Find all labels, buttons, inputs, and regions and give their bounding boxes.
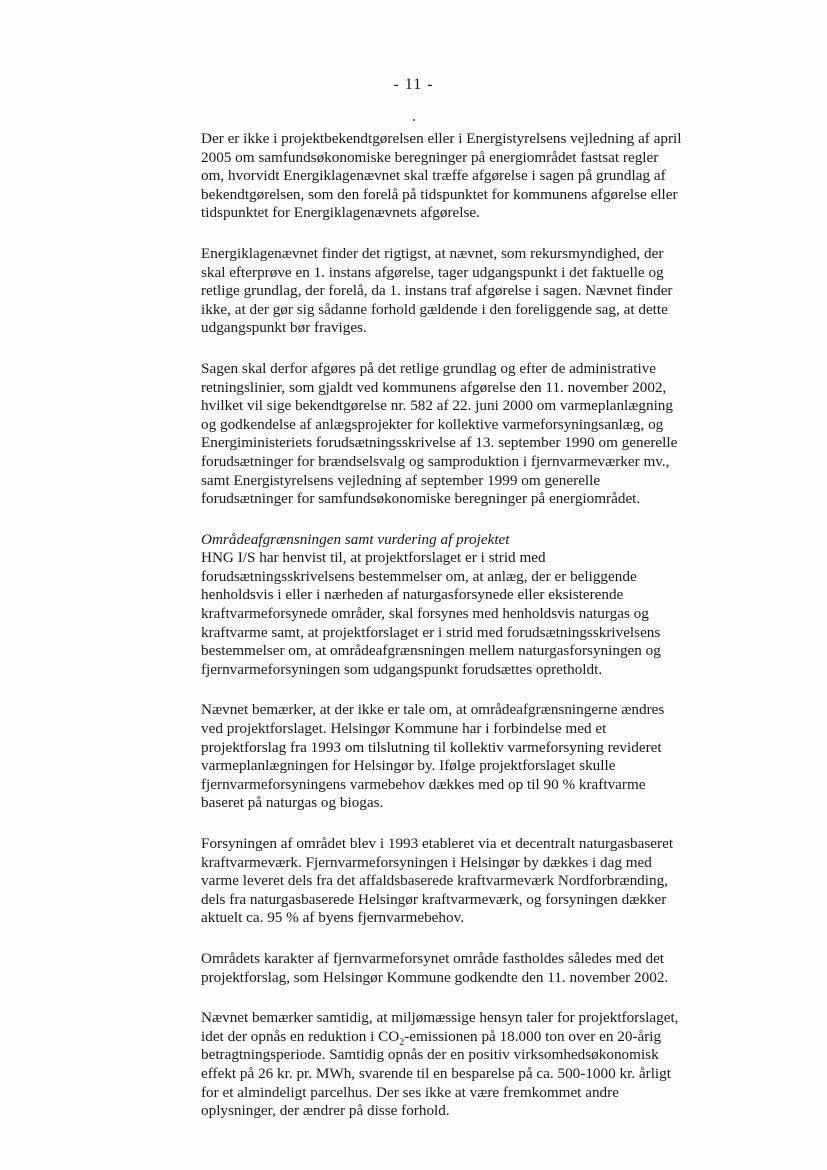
stray-mark [413, 119, 415, 121]
paragraph-8-part-b: -emissionen på 18.000 ton over en 20-årig betragtningsperiode. Samtidig opnås der en positiv virksomhedsøkonomisk effekt på 26 kr. pr. MWh, svarende til en besparelse på ca. 500-1000 kr. årligt for et almindeligt parcelhus. Der ses ikke at være fremkommet andre oplysninger, der ændrer på disse forhold. [201, 1027, 671, 1120]
page-number: - 11 - [393, 76, 434, 93]
paragraph-5: Nævnet bemærker, at der ikke er tale om, at områdeafgrænsningerne ændres ved projektforslaget. Helsingør Kommune har i forbindelse med et projektforslag fra 1993 om tilslutning til kollektiv varmeforsyning revideret varmeplanlægningen for Helsingør by. Ifølge projektforslaget skulle fjernvarmeforsyningens varmebehov dækkes med op til 90 % kraftvarme baseret på naturgas og biogas. [201, 701, 665, 812]
paragraph-3: Sagen skal derfor afgøres på det retlige grundlag og efter de administrative retningslinier, som gjaldt ved kommunens afgørelse den 11. november 2002, hvilket vil sige bekendtgørelse nr. 582 af 22. juni 2000 om varmeplanlægning og godkendelse af anlægsprojekter for kollektive varmeforsyningsanlæg, og Energiministeriets forudsætningsskrivelse af 13. september 1990 om generelle forudsætninger for brændselsvalg og samproduktion i fjernvarmeværker mv., samt Energistyrelsens vejledning af september 1999 om generelle forudsætninger for samfundsøkonomiske beregninger på energiområdet. [201, 359, 678, 508]
paragraph-8-part-a: Nævnet bemærker samtidig, at miljømæssige hensyn taler for projektforslaget, idet der opnås en reduktion i CO [201, 1009, 679, 1045]
body-text [201, 130, 701, 1143]
paragraph-4: HNG I/S har henvist til, at projektforslaget er i strid med forudsætningsskrivelsens bestemmelser om, at anlæg, der er beliggende henholdsvis i eller i nærheden af naturgasforsynede eller eksisterende kraftvarmeforsynede områder, skal forsynes med henholdsvis naturgas og kraftvarme samt, at projektforslaget er i strid med forudsætningsskrivelsens bestemmelser om, at områdeafgrænsningen mellem naturgasforsyningen og fjernvarmeforsyningen som udgangspunkt forudsættes opretholdt. [201, 549, 661, 678]
section-heading: Områdeafgrænsningen samt vurdering af projektet [201, 530, 510, 548]
paragraph-1: Der er ikke i projektbekendtgørelsen eller i Energistyrelsens vejledning af april 2005 om samfundsøkonomiske beregninger på energiområdet fastsat regler om, hvorvidt Energiklagenævnet skal træffe afgørelse i sagen på grundlag af bekendtgørelsen, som den forelå på tidspunktet for kommunens afgørelse eller tidspunktet for Energiklagenævnets afgørelse. [201, 130, 682, 222]
paragraph-8 [201, 1009, 701, 1121]
paragraph-6: Forsyningen af området blev i 1993 etableret via et decentralt naturgasbaseret kraftvarmeværk. Fjernvarmeforsyningen i Helsingør by dækkes i dag med varme leveret dels fra det affaldsbaserede kraftvarmeværk Nordforbrænding, dels fra naturgasbaserede Helsingør kraftvarmeværk, og forsyningen dækker aktuelt ca. 95 % af byens fjernvarmebehov. [201, 835, 674, 927]
paragraph-7: Områdets karakter af fjernvarmeforsynet område fastholdes således med det projektforslag, som Helsingør Kommune godkendte den 11. november 2002. [201, 949, 669, 986]
co2-subscript: 2 [399, 1036, 405, 1048]
paragraph-2: Energiklagenævnet finder det rigtigst, at nævnet, som rekursmyndighed, der skal efterprøve en 1. instans afgørelse, tager udgangspunkt i det faktuelle og retlige grundlag, der forelå, da 1. instans traf afgørelse i sagen. Nævnet finder ikke, at der gør sig sådanne forhold gældende i den foreliggende sag, at dette udgangspunkt bør fraviges. [201, 244, 673, 337]
